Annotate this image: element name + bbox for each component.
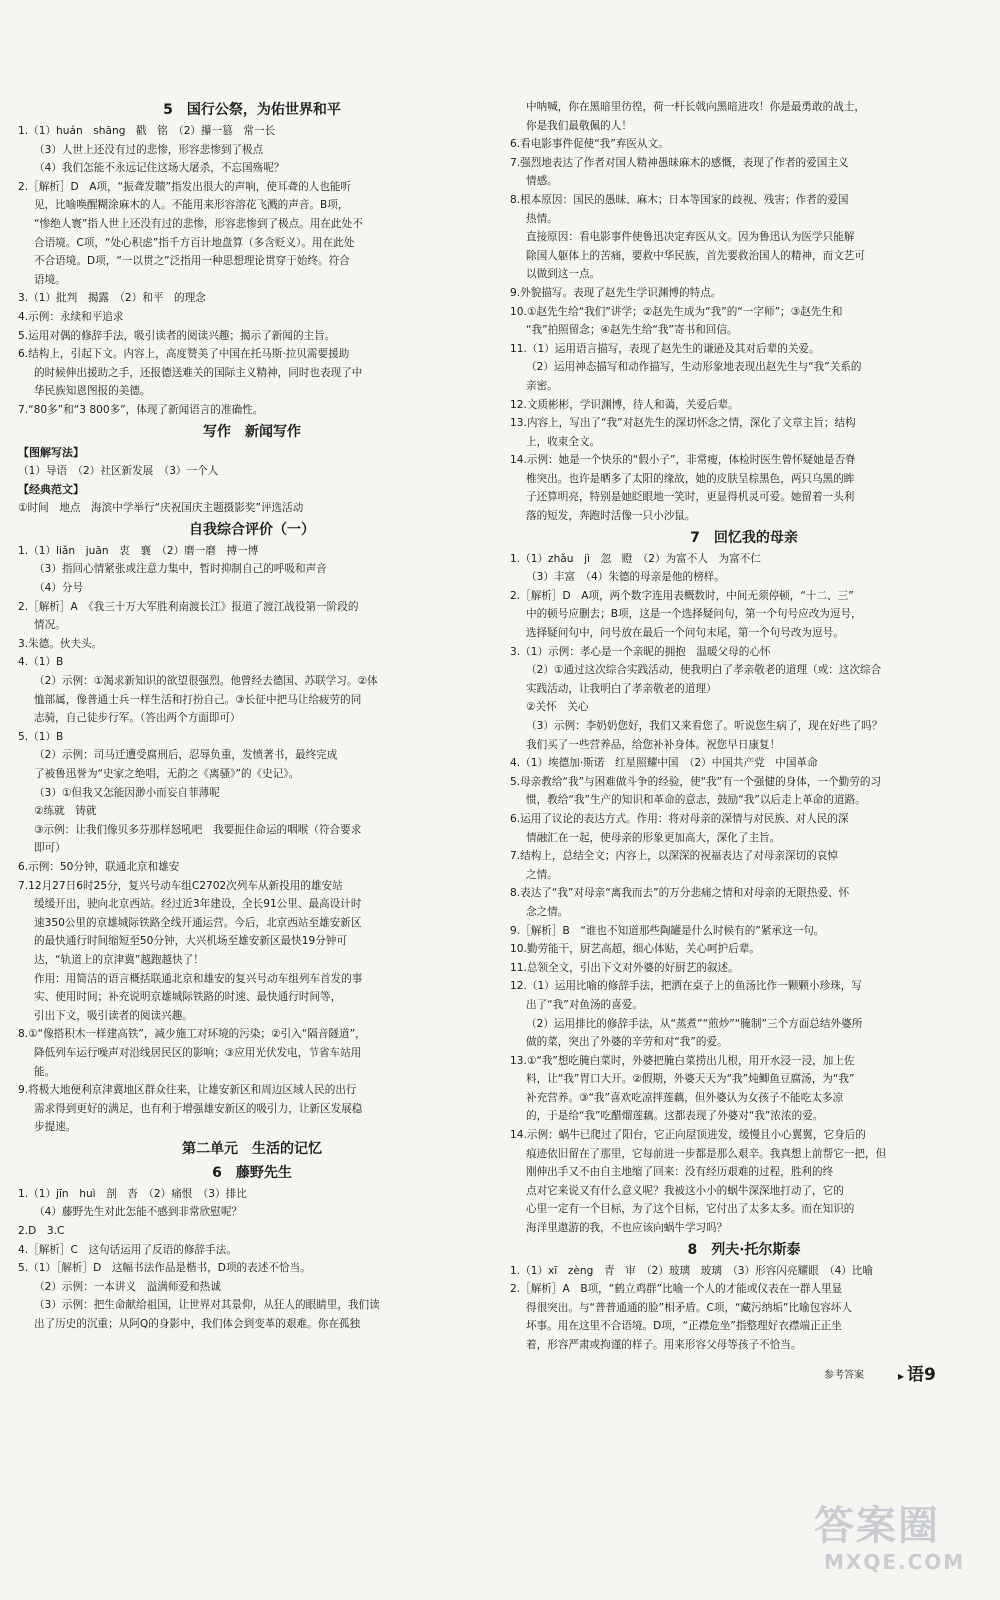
answer-line: 以做到这一点。 xyxy=(526,268,601,281)
answer-item: 6.示例：50分钟，联通北京和雄安 xyxy=(18,860,180,873)
subsection-label: 【图解写法】 xyxy=(18,445,84,459)
answer-line: 见，比喻唤醒糊涂麻木的人。不能用来形容溶花飞溅的声音。B项， xyxy=(34,199,349,212)
page-subject: 语 xyxy=(907,1365,925,1385)
answer-item: 10.勤劳能干，厨艺高超，细心体贴，关心呵护后辈。 xyxy=(510,943,760,956)
answer-line: （4）我们怎能不永远记住这场大屠杀，不忘国殇呢？ xyxy=(34,162,285,175)
answer-item: 9.外貌描写。表现了赵先生学识渊博的特点。 xyxy=(510,286,722,299)
page-number-value: 9 xyxy=(924,1365,936,1385)
answer-line: （2）运用排比的修辞手法，从“蒸煮”“煎炒”“腌制”三个方面总结外婆所 xyxy=(526,1017,863,1030)
answer-line: 做的菜，突出了外婆的辛劳和对“我”的爱。 xyxy=(526,1036,728,1049)
answer-line: 点对它来说又有什么意义呢？我被这小小的蜗牛深深地打动了，它的 xyxy=(526,1184,844,1197)
answer-item: 14.示例：她是一个快乐的“假小子”，非常瘦，体检时医生曾怀疑她是否脊 xyxy=(510,454,856,467)
answer-item: 6.看电影事件促使“我”弃医从文。 xyxy=(510,138,669,151)
answer-line: （3）人世上还没有过的悲惨，形容悲惨到了极点 xyxy=(34,143,264,156)
answer-item: ①时间 地点 海滨中学举行“庆祝国庆主题摄影奖”评选活动 xyxy=(18,502,304,515)
section-heading: 第二单元 生活的记忆 xyxy=(182,1140,322,1157)
answer-item: 8.表达了“我”对母亲“离我而去”的万分悲痛之情和对母亲的无限热爱、怀 xyxy=(510,887,850,900)
answer-item: 5.运用对偶的修辞手法，吸引读者的阅读兴趣；揭示了新闻的主旨。 xyxy=(18,329,336,342)
section-heading: 6 藤野先生 xyxy=(212,1164,292,1181)
answer-line: 即可） xyxy=(34,842,66,855)
answer-line: 的时候伸出援助之手，还报德送难关的国际主义精神，同时也表现了中 xyxy=(34,366,363,379)
answer-line: 不合语境。D项，“一以贯之”泛指用一种思想理论贯穿于始终。符合 xyxy=(34,255,350,268)
answer-line: “惨绝人寰”指人世上还没有过的悲惨，形容悲惨到了极点。用在此处不 xyxy=(34,217,363,230)
answer-item: 4.（1）埃德加·斯诺 红星照耀中国 （2）中国共产党 中国革命 xyxy=(510,757,818,770)
answer-item: 11.总领全文，引出下文对外婆的好厨艺的叙述。 xyxy=(510,961,739,974)
answer-line: ②练就 铸就 xyxy=(34,805,97,818)
answer-item: 5.母亲教给“我”与困难做斗争的经验，使“我”有一个强健的身体，一个勤劳的习 xyxy=(510,775,882,788)
answer-item: 1.（1）huán shāng 戳 铭 （2）攥一篡 常一长 xyxy=(18,125,276,137)
answer-item: （1）导语 （2）社区新发展 （3）一个人 xyxy=(18,465,219,478)
answer-item: 8.根本原因：国民的愚昧、麻木；日本等国家的歧视、残害；作者的爱国 xyxy=(510,193,849,206)
footer-label: 参考答案 xyxy=(824,1370,864,1381)
answer-line: （4）分号 xyxy=(34,582,84,595)
answer-item: 3.（1）批判 揭露 （2）和平 的理念 xyxy=(18,292,206,305)
answer-item: 7.“80多”和“3 800多”，体现了新闻语言的准确性。 xyxy=(18,403,264,416)
answer-line: 达，“轨道上的京津冀”越跑越快了！ xyxy=(34,953,204,966)
answer-line: 降低列车运行噪声对沿线居民区的影响；③应用光伏发电，节省车站用 xyxy=(34,1046,362,1059)
answer-item: 3.朱德。伙夫头。 xyxy=(18,637,103,650)
answer-line: 海洋里遨游的我，不也应该向蜗牛学习吗？ xyxy=(526,1222,728,1235)
answer-line: 子还算明亮，特别是她眨眼地一笑时，更显得机灵可爱。她留着一头利 xyxy=(526,491,855,504)
answer-line: 速350公里的京雄城际铁路全线开通运营。今后，北京西站至雄安新区 xyxy=(34,916,362,929)
answer-line: （3）①但我又怎能因渺小而妄自菲薄呢 xyxy=(34,786,220,799)
answer-item: 7.结构上，总结全文；内容上，以深深的祝福表达了对母亲深切的哀悼 xyxy=(510,850,838,863)
answer-line: 念之情。 xyxy=(526,905,569,918)
section-heading: 8 列夫·托尔斯泰 xyxy=(687,1241,801,1258)
answer-item: 6.运用了议论的表达方式。作用：将对母亲的深情与对民族、对人民的深 xyxy=(510,812,849,825)
answer-line: “我”拍照留念；④赵先生给“我”寄书和回信。 xyxy=(526,324,738,337)
answer-line: 椎突出。也许是晒多了太阳的缘故，她的皮肤呈棕黑色，两只乌黑的眸 xyxy=(526,472,855,485)
answer-line: 直接原因：看电影事件使鲁迅决定弃医从文。因为鲁迅认为医学只能解 xyxy=(526,231,855,244)
answer-line: 心里一定有一个目标，为了这个目标，它付出了太多太多。而在知识的 xyxy=(526,1203,855,1216)
answer-line: 料，让“我”胃口大开。②假期，外婆天天为“我”炖鲫鱼豆腐汤，为“我” xyxy=(526,1073,855,1086)
answer-line: 了被鲁迅誉为“史家之绝唱，无韵之《离骚》”的《史记》。 xyxy=(34,768,300,780)
answer-line: （2）示例：①渴求新知识的欲望很强烈。他曾经去德国、苏联学习。②体 xyxy=(34,675,378,688)
answer-item: 12.文质彬彬，学识渊博，待人和蔼，关爱后辈。 xyxy=(510,398,739,411)
answer-item: 1.（1）jīn huì 剖 沓 （2）痛恨 （3）排比 xyxy=(18,1187,247,1200)
answer-item: 3.（1）示例：孝心是一个亲昵的拥抱 温暖父母的心怀 xyxy=(510,645,771,658)
answer-line: 需求得到更好的满足，也有利于增强雄安新区的吸引力，让新区发展稳 xyxy=(34,1102,363,1115)
answer-line: 上，收束全文。 xyxy=(526,435,601,448)
answer-item: 9.［解析］B “谁也不知道那些陶罐是什么时候有的”紧承这一句。 xyxy=(510,924,825,937)
answer-item: 5.（1）B xyxy=(18,730,64,743)
answer-item: 14.示例：蜗牛已爬过了阳台，它正向屋顶进发，缓慢且小心翼翼，它身后的 xyxy=(510,1129,866,1142)
answer-line: ③示例：让我们像贝多芬那样怒吼吧 我要扼住命运的咽喉（符合要求 xyxy=(34,823,362,836)
answer-line: 补充营养。③“我”喜欢吃凉拌莲藕，但外婆认为女孩子不能吃太多凉 xyxy=(526,1091,844,1104)
answer-line: 你是我们最敬佩的人！ xyxy=(526,119,632,132)
answer-line: ②关怀 关心 xyxy=(526,701,589,714)
right-column xyxy=(510,98,978,1355)
answer-line: 我们买了一些营养品，给您补补身体。祝您早日康复！ xyxy=(526,738,781,751)
answer-line: （3）丰富 （4）朱德的母亲是他的榜样。 xyxy=(526,571,725,584)
answer-item: 7.强烈地表达了作者对国人精神愚昧麻木的感慨，表现了作者的爱国主义 xyxy=(510,156,849,169)
answer-line: 缓缓开出，驶向北京西站。经过近3年建设，全长91公里、最高设计时 xyxy=(34,898,362,911)
answer-item: 1.（1）zhǎu jì 忽 瞪 （2）为富不人 为富不仁 xyxy=(510,552,761,565)
answer-item: 1.（1）xī zèng 青 审 （2）玻璃 玻璃 （3）形容闪亮耀眼 （4）比喻 xyxy=(510,1264,874,1277)
answer-item: 2.［解析］D A项，“振聋发聩”指发出很大的声响，使耳聋的人也能听 xyxy=(18,180,352,193)
page-footer xyxy=(824,1360,964,1386)
answer-item: 6.结构上，引起下文。内容上，高度赞美了中国在托马斯·拉贝需要援助 xyxy=(18,348,350,361)
answer-item: 4.［解析］C 这句话运用了反语的修辞手法。 xyxy=(18,1243,237,1256)
answer-line: 亲密。 xyxy=(526,379,558,392)
answer-line: 能。 xyxy=(34,1065,56,1078)
left-column xyxy=(18,98,486,1334)
answer-item: 1.（1）liǎn juān 衷 襄 （2）磨一磨 搏一博 xyxy=(18,544,259,557)
answer-line: 志骑，自己徒步行军。（答出两个方面即可） xyxy=(34,712,241,725)
answer-line: 作用：用简洁的语言概括联通北京和雄安的复兴号动车组列车首发的事 xyxy=(34,972,363,985)
answer-line: 惯，教给“我”生产的知识和革命的意志，鼓励“我”以后走上革命的道路。 xyxy=(526,794,866,807)
answer-line: 实践活动，让我明白了孝亲敬老的道理） xyxy=(526,682,717,695)
answer-line: 得很突出。与“普普通通的脸”相矛盾。C项，“藏污纳垢”比喻包容坏人 xyxy=(526,1301,852,1314)
answer-line: 痕迹依旧留在了那里，它每前进一步都是那么艰辛。我真想上前帮它一把，但 xyxy=(526,1147,887,1160)
answer-line: 语境。 xyxy=(34,273,66,286)
answer-item: 5.（1）［解析］D 这幅书法作品是楷书，D项的表述不恰当。 xyxy=(18,1262,311,1275)
watermark-text: 答案圈 xyxy=(814,1503,940,1549)
answer-line: 坏事。用在这里不合语境。D项，“正襟危坐”指整理好衣襟端正正坐 xyxy=(526,1320,842,1333)
answer-item: 12.（1）运用比喻的修辞手法，把洒在桌子上的鱼汤比作一颗颗小珍珠，写 xyxy=(510,980,862,993)
answer-line: 情感。 xyxy=(526,175,558,188)
answer-line: 出了“我”对鱼汤的喜爱。 xyxy=(526,998,643,1011)
subsection-label: 【经典范文】 xyxy=(18,482,84,496)
answer-item: 9.将极大地便利京津冀地区群众往来，让雄安新区和周边区域人民的出行 xyxy=(18,1084,357,1097)
watermark-logo xyxy=(808,1494,988,1584)
answer-item: 2.［解析］D A项，两个数字连用表概数时，中间无须停顿，“十二、三” xyxy=(510,589,854,602)
answer-line: （4）藤野先生对此怎能不感到非常欣慰呢？ xyxy=(34,1206,243,1219)
answer-line: 着，形容严肃或拘谨的样子。用来形容父母等孩子不恰当。 xyxy=(526,1339,802,1351)
answer-line: 之情。 xyxy=(526,868,558,881)
answer-line: 情融汇在一起，使母亲的形象更加高大，深化了主旨。 xyxy=(526,831,781,844)
answer-line: 步提速。 xyxy=(34,1121,77,1134)
section-heading: 5 国行公祭，为佑世界和平 xyxy=(163,102,341,118)
answer-item: 7.12月27日6时25分，复兴号动车组C2702次列车从新投用的雄安站 xyxy=(18,879,343,892)
answer-item: 13.①“我”想吃腌白菜时，外婆把腌白菜捞出儿根，用开水浸一浸，加上佐 xyxy=(510,1054,855,1067)
answer-page xyxy=(18,98,980,1478)
answer-line: 实、使用时间；补充说明京雄城际铁路的时速、最快通行时间等， xyxy=(34,991,342,1004)
answer-line: 出了历史的沉重；从阿Q的身影中，我们体会到变革的艰难。你在孤独 xyxy=(34,1318,361,1331)
answer-line: （3）示例：把生命献给祖国，让世界对其景仰，从狂人的眼睛里，我们读 xyxy=(34,1299,380,1312)
answer-line: 除国人躯体上的苦痛，要救中华民族，首先要救治国人的精神，而文艺可 xyxy=(526,249,865,262)
answer-line: 情况。 xyxy=(34,619,66,632)
answer-line: （2）①通过这次综合实践活动，使我明白了孝亲敬老的道理（或：这次综合 xyxy=(526,664,882,677)
section-heading: 写作 新闻写作 xyxy=(203,423,301,440)
answer-line: （2）示例：司马迁遭受腐刑后，忍辱负重，发愤著书，最终完成 xyxy=(34,749,338,762)
answer-item: 11.（1）运用语言描写，表现了赵先生的谦逊及其对后辈的关爱。 xyxy=(510,342,820,355)
answer-line: （3）示例：李奶奶您好，我们又来看您了。听说您生病了，现在好些了吗？ xyxy=(526,720,883,732)
answer-item: 2.［解析］A 《我三十万大军胜利南渡长江》报道了渡江战役第一阶段的 xyxy=(18,600,359,613)
answer-line: 选择疑问句中，问号放在最后一个问句末尾，第一个句号改为逗号。 xyxy=(526,627,844,640)
answer-item: 4.（1）B xyxy=(18,656,64,669)
answer-line: 落的短发，奔跑时活像一只小沙鼠。 xyxy=(526,510,696,523)
answer-item: 2.D 3.C xyxy=(18,1225,65,1238)
answer-item: 13.内容上，写出了“我”对赵先生的深切怀念之情，深化了文章主旨；结构 xyxy=(510,417,856,430)
page-number xyxy=(898,1360,936,1385)
answer-item: 2.［解析］A B项，“鹤立鸡群”比喻一个人的才能或仪表在一群人里显 xyxy=(510,1283,843,1296)
answer-line: 恤部属，像普通士兵一样生活和打扮自己。③长征中把马让给疲劳的同 xyxy=(34,693,362,706)
answer-line: 合语境。C项，“处心积虑”指千方百计地盘算（多含贬义）。用在此处 xyxy=(34,236,355,249)
answer-line: 中的顿号应删去；B项，这是一个选择疑问句，第一个句号应改为逗号， xyxy=(526,608,862,621)
answer-line: 热情。 xyxy=(526,212,558,225)
answer-line: 的最快通行时间缩短至50分钟，大兴机场至雄安新区最快19分钟可 xyxy=(34,935,347,948)
answer-line: 刚伸出手又不由自主地缩了回来：没有经历艰难的过程，胜利的终 xyxy=(526,1166,834,1179)
answer-item: 4.示例：永续和平追求 xyxy=(18,310,124,323)
page-marker-icon: ▸ xyxy=(898,1369,905,1383)
answer-line: 中呐喊，你在黑暗里彷徨，荷一杆长戟向黑暗进攻！你是最勇敢的战士， xyxy=(526,101,865,113)
section-heading: 自我综合评价（一） xyxy=(189,521,315,538)
answer-line: 的，于是给“我”吃醋熘莲藕。这都表现了外婆对“我”浓浓的爱。 xyxy=(526,1110,824,1123)
section-heading: 7 回忆我的母亲 xyxy=(690,529,798,546)
answer-item: 10.①赵先生给“我们”讲学；②赵先生成为“我”的“一字师”；③赵先生和 xyxy=(510,305,843,318)
answer-item: 8.①“像搭积木一样建高铁”，减少施工对环境的污染；②引入“隔音隧道”， xyxy=(18,1028,366,1041)
answer-line: 华民族知恩图报的美德。 xyxy=(34,385,151,398)
answer-line: （2）示例：一本讲义 溢满师爱和热诚 xyxy=(34,1280,221,1293)
answer-line: 引出下文，吸引读者的阅读兴趣。 xyxy=(34,1009,193,1022)
answer-line: （2）运用神态描写和动作描写，生动形象地表现出赵先生与“我”关系的 xyxy=(526,361,862,374)
answer-line: （3）指回心情紧张或注意力集中，暂时抑制自己的呼吸和声音 xyxy=(34,563,327,576)
watermark-url: MXQE.COM xyxy=(824,1550,966,1574)
